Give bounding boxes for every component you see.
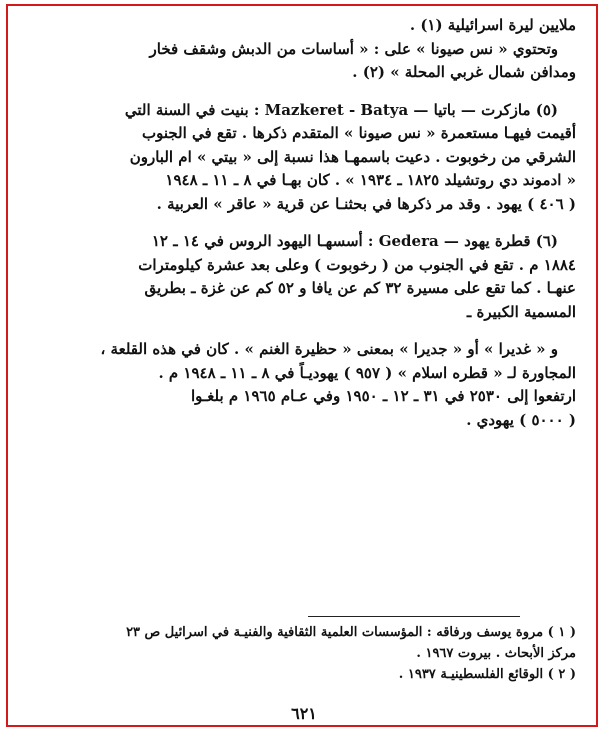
footnote-line: ( ١ ) مروة يوسف ورفاقه : المؤسسات العلمية الثقافية والفنيـة في اسرائيل ص ٢٣ — [126, 625, 576, 640]
text-line: ملايين ليرة اسرائيلية (١) . — [409, 16, 576, 34]
text-line: أقيمت فيهـا مستعمرة « نس صيونا » المتقدم ذكرها . تقع في الجنوب — [141, 124, 576, 142]
text-line: المسمية الكبيرة ـ — [466, 302, 576, 321]
text-line: الشرقي من رخوبوت . دعيت باسمهـا هذا نسبة إلى « بيتي » ام البارون — [129, 147, 576, 166]
text-line: ارتفعوا إلى ٢٥٣٠ في ٣١ ـ ١٢ ـ ١٩٥٠ وفي عـام ١٩٦٥ م بلغـوا — [191, 387, 576, 405]
text-line: (٥) مازكرت — باتيا — Mazkeret - Batya : بنيت في السنة التي — [124, 100, 558, 119]
text-line: و « غديرا » أو « جديرا » بمعنى « حظيرة الغنم » . كان في هذه القلعة ، — [100, 340, 558, 358]
intro-paragraph — [68, 14, 576, 85]
page-frame — [6, 4, 598, 727]
text-line: « ادموند دي روتشيلد ١٨٢٥ ـ ١٩٣٤ » . كان بهـا في ٨ ـ ١١ ـ ١٩٤٨ — [165, 171, 576, 189]
footnotes — [68, 622, 576, 685]
text-line: المجاورة لـ « قطره اسلام » ( ٩٥٧ ) يهوديـاً في ٨ ـ ١١ ـ ١٩٤٨ م . — [158, 363, 576, 382]
text-line: ( ٥٠٠٠ ) يهودي . — [466, 410, 576, 429]
footnote-line: ( ٢ ) الوقائع الفلسطينيـة ١٩٣٧ . — [398, 667, 576, 682]
gedera-continued-paragraph — [68, 338, 576, 432]
entry-gedera — [68, 230, 576, 324]
text-line: ومدافن شمال غربي المحلة » (٢) . — [352, 63, 576, 81]
text-line: (٦) قطرة يهود — Gedera : أسسهـا اليهود الروس في ١٤ ـ ١٢ — [151, 232, 558, 250]
text-line: عنهـا . كما تقع على مسيرة ٣٢ كم عن يافا و ٥٢ كم عن غزة ـ بطريق — [144, 279, 576, 297]
text-line: وتحتوي « نس صيونا » على : « أساسات من الدبش وشقف فخار — [149, 39, 558, 58]
text-line: ( ٤٠٦ ) يهود . وقد مر ذكرها في بحثنـا عن قرية « عاقر » العربية . — [156, 194, 576, 213]
page-body — [68, 14, 576, 432]
entry-mazkeret-batya — [68, 99, 576, 217]
footnote-divider — [308, 616, 520, 617]
footnote-line: مركز الأبحاث . بيروت ١٩٦٧ . — [416, 646, 576, 661]
page-number: ٦٢١ — [291, 704, 317, 723]
text-line: ١٨٨٤ م . تقع في الجنوب من ( رخوبوت ) وعلى بعد عشرة كيلومترات — [138, 255, 576, 274]
